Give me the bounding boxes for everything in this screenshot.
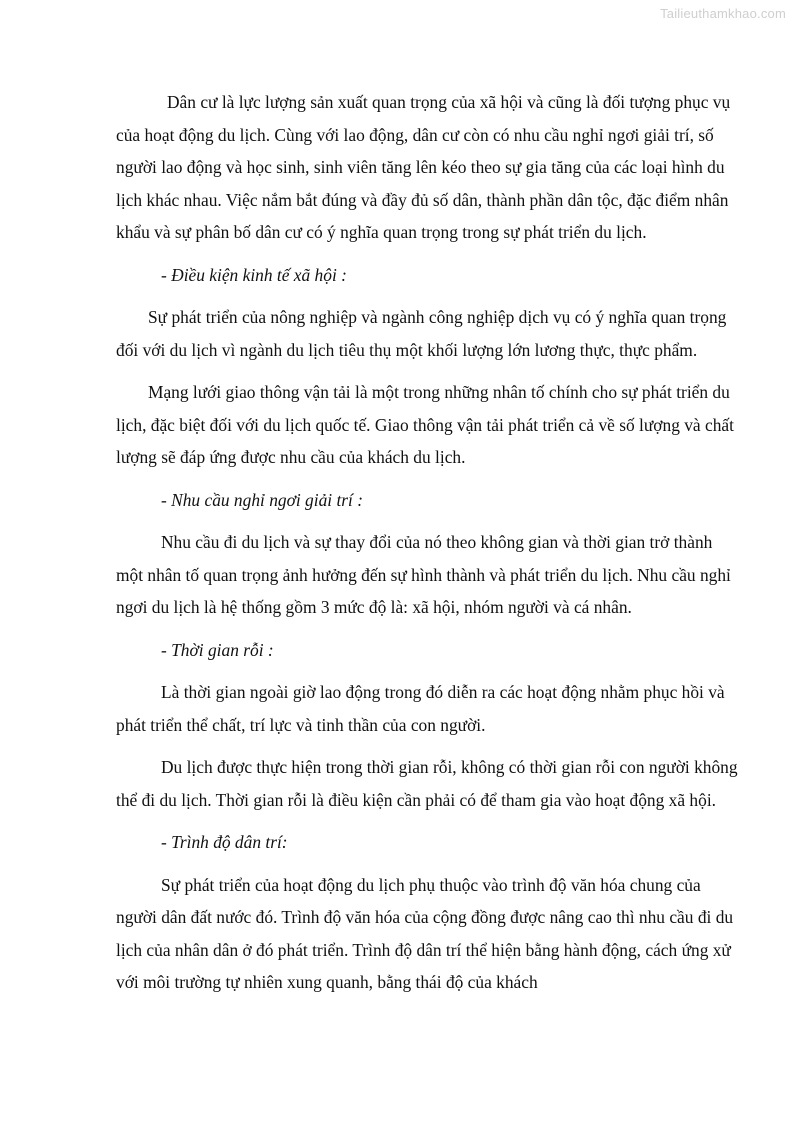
document-body bbox=[116, 86, 741, 1009]
heading-leisure-needs: - Nhu cầu nghỉ ngơi giải trí : bbox=[161, 489, 364, 510]
paragraph-transport-network: Mạng lưới giao thông vận tải là một trong những nhân tố chính cho sự phát triển du lịch, đặc biệt đối với du lịch quốc tế. Giao thông vận tải phát triển cả về số lượng và chất lượng sẽ đáp ứng được nhu cầu của khách du lịch. bbox=[116, 382, 734, 467]
paragraph-free-time-travel: Du lịch được thực hiện trong thời gian rỗi, không có thời gian rỗi con người không thể đi du lịch. Thời gian rỗi là điều kiện cần phải có để tham gia vào hoạt động xã hội. bbox=[116, 757, 738, 810]
watermark: Tailieuthamkhao.com bbox=[660, 6, 786, 21]
paragraph-population: Dân cư là lực lượng sản xuất quan trọng của xã hội và cũng là đối tượng phục vụ của hoạt động du lịch. Cùng với lao động, dân cư còn có nhu cầu nghỉ ngơi giải trí, số người lao động và học sinh, sinh viên tăng lên kéo theo sự gia tăng của các loại hình du lịch khác nhau. Việc nắm bắt đúng và đầy đủ số dân, thành phần dân tộc, đặc điểm nhân khẩu và sự phân bố dân cư có ý nghĩa quan trọng trong sự phát triển du lịch. bbox=[116, 92, 731, 242]
paragraph-free-time-definition: Là thời gian ngoài giờ lao động trong đó diễn ra các hoạt động nhằm phục hồi và phát triển thể chất, trí lực và tinh thần của con người. bbox=[116, 682, 725, 735]
paragraph-agriculture-industry: Sự phát triển của nông nghiệp và ngành công nghiệp dịch vụ có ý nghĩa quan trọng đối với du lịch vì ngành du lịch tiêu thụ một khối lượng lớn lương thực, thực phẩm. bbox=[116, 307, 727, 360]
heading-free-time: - Thời gian rỗi : bbox=[161, 639, 274, 660]
paragraph-travel-demand: Nhu cầu đi du lịch và sự thay đổi của nó theo không gian và thời gian trở thành một nhân tố quan trọng ảnh hưởng đến sự hình thành và phát triển du lịch. Nhu cầu nghỉ ngơi du lịch là hệ thống gồm 3 mức độ là: xã hội, nhóm người và cá nhân. bbox=[116, 532, 731, 617]
paragraph-education-level: Sự phát triển của hoạt động du lịch phụ thuộc vào trình độ văn hóa chung của người dân đất nước đó. Trình độ văn hóa của cộng đồng được nâng cao thì nhu cầu đi du lịch của nhân dân ở đó phát triển. Trình độ dân trí thể hiện bằng hành động, cách ứng xử với môi trường tự nhiên xung quanh, bằng thái độ của khách bbox=[116, 874, 734, 992]
heading-socioeconomic-conditions: - Điều kiện kinh tế xã hội : bbox=[161, 264, 347, 285]
heading-education-level: - Trình độ dân trí: bbox=[161, 832, 288, 852]
